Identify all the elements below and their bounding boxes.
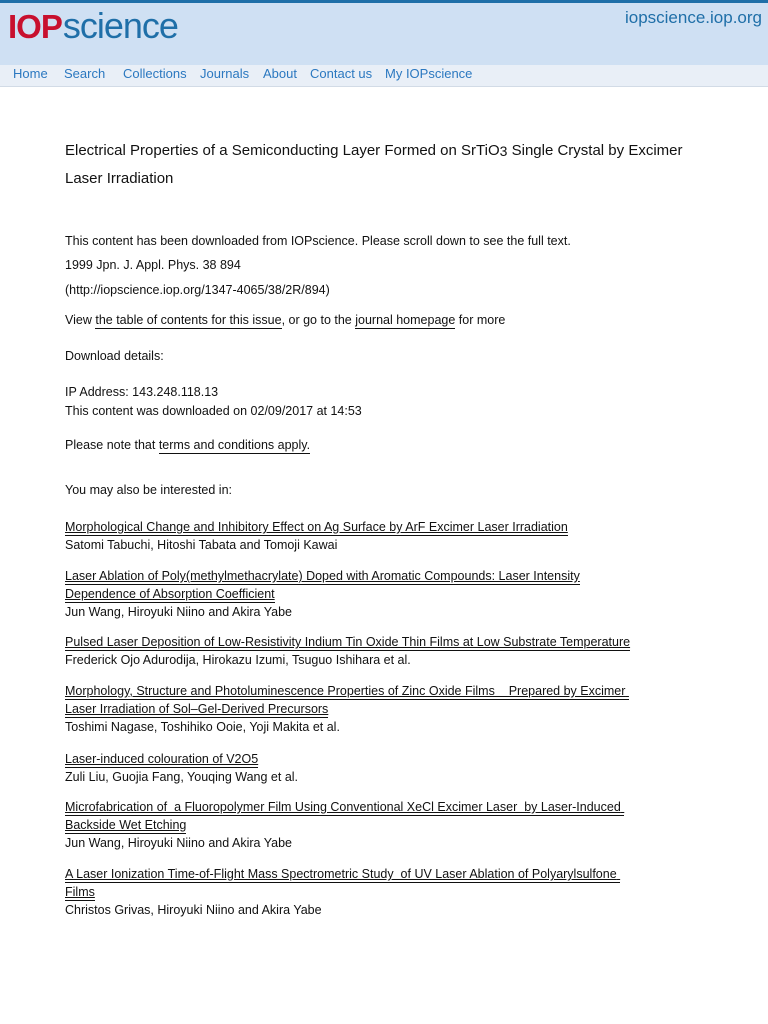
title-part1: Electrical Properties of a Semiconducting Layer Formed on SrTiO (65, 142, 500, 159)
related-item-title-link[interactable] (65, 567, 610, 603)
nav-about[interactable]: About (263, 66, 297, 81)
title-part2: Single Crystal by Excimer (507, 142, 683, 159)
related-item-authors: Christos Grivas, Hiroyuki Niino and Akira Yabe (65, 903, 322, 917)
title-subscript: 3 (499, 143, 508, 159)
related-item-title-link[interactable] (65, 682, 655, 718)
logo-science-text: science (62, 5, 178, 46)
related-item (65, 750, 725, 786)
nav-collections[interactable]: Collections (123, 66, 187, 81)
citation: 1999 Jpn. J. Appl. Phys. 38 894 (65, 258, 241, 272)
site-header (0, 3, 768, 65)
view-more-line (65, 313, 505, 327)
main-nav (0, 65, 768, 87)
download-notice: This content has been downloaded from IOPscience. Please scroll down to see the full text. (65, 234, 571, 248)
related-item-title[interactable]: Laser-induced colouration of V2O5 (65, 752, 259, 766)
related-item-title-link[interactable] (65, 865, 645, 901)
related-item (65, 633, 725, 669)
logo-iop-text: IOP (8, 8, 62, 45)
note-prefix: Please note that (65, 438, 159, 452)
related-item-title-link[interactable] (65, 798, 650, 834)
related-item (65, 518, 725, 554)
related-item-authors: Frederick Ojo Adurodija, Hirokazu Izumi, Tsuguo Ishihara et al. (65, 653, 411, 667)
nav-journals[interactable]: Journals (200, 66, 250, 81)
related-item-title-link[interactable] (65, 750, 725, 768)
nav-home[interactable]: Home (13, 66, 48, 81)
related-heading: You may also be interested in: (65, 483, 233, 497)
related-item-title[interactable]: Microfabrication of a Fluoropolymer Film Using Conventional XeCl Excimer Laser by Laser-Induced Backside Wet Etching (65, 800, 625, 832)
view-suffix: for more (455, 313, 506, 327)
related-item-authors: Jun Wang, Hiroyuki Niino and Akira Yabe (65, 605, 292, 619)
related-item-authors: Satomi Tabuchi, Hitoshi Tabata and Tomoji Kawai (65, 538, 338, 552)
related-item (65, 865, 725, 919)
view-prefix: View (65, 313, 96, 327)
terms-link[interactable]: terms and conditions apply. (158, 438, 311, 452)
iopscience-logo[interactable] (8, 5, 178, 49)
view-middle: , or go to the (281, 313, 356, 327)
title-line2: Laser Irradiation (65, 170, 174, 187)
ip-address: IP Address: 143.248.118.13 (65, 385, 219, 399)
related-item-title[interactable]: Laser Ablation of Poly(methylmethacrylate) Doped with Aromatic Compounds: Laser Intensity Dependence of Absorption Coefficient (65, 569, 580, 601)
related-item-authors: Toshimi Nagase, Toshihiko Ooie, Yoji Makita et al. (65, 720, 340, 734)
related-item-title-link[interactable] (65, 633, 725, 651)
related-item-title[interactable]: Morphological Change and Inhibitory Effect on Ag Surface by ArF Excimer Laser Irradiation (65, 520, 568, 534)
terms-note (65, 438, 310, 452)
related-item (65, 682, 725, 736)
journal-homepage-link[interactable]: journal homepage (355, 313, 456, 327)
article-url: (http://iopscience.iop.org/1347-4065/38/2R/894) (65, 283, 330, 297)
related-item-authors: Zuli Liu, Guojia Fang, Youqing Wang et al. (65, 770, 299, 784)
nav-search[interactable]: Search (64, 66, 106, 81)
related-item (65, 567, 725, 621)
nav-contact-us[interactable]: Contact us (310, 66, 373, 81)
site-url-link[interactable]: iopscience.iop.org (624, 8, 762, 27)
download-details-label: Download details: (65, 349, 164, 363)
nav-my-iopscience[interactable]: My IOPscience (385, 66, 473, 81)
related-item-title-link[interactable] (65, 518, 725, 536)
article-title (65, 136, 725, 193)
related-item-authors: Jun Wang, Hiroyuki Niino and Akira Yabe (65, 836, 292, 850)
downloaded-on: This content was downloaded on 02/09/2017 at 14:53 (65, 404, 362, 418)
related-item-title[interactable]: Morphology, Structure and Photoluminescence Properties of Zinc Oxide Films Prepared by Excimer Laser Irradiation of Sol–Gel-Derived Precursors (65, 684, 629, 716)
related-item (65, 798, 725, 852)
related-item-title[interactable]: A Laser Ionization Time-of-Flight Mass Spectrometric Study of UV Laser Ablation of Polyarylsulfone Films (65, 867, 621, 899)
related-item-title[interactable]: Pulsed Laser Deposition of Low-Resistivity Indium Tin Oxide Thin Films at Low Substrate Temperature (65, 635, 631, 649)
toc-link[interactable]: the table of contents for this issue (95, 313, 282, 327)
